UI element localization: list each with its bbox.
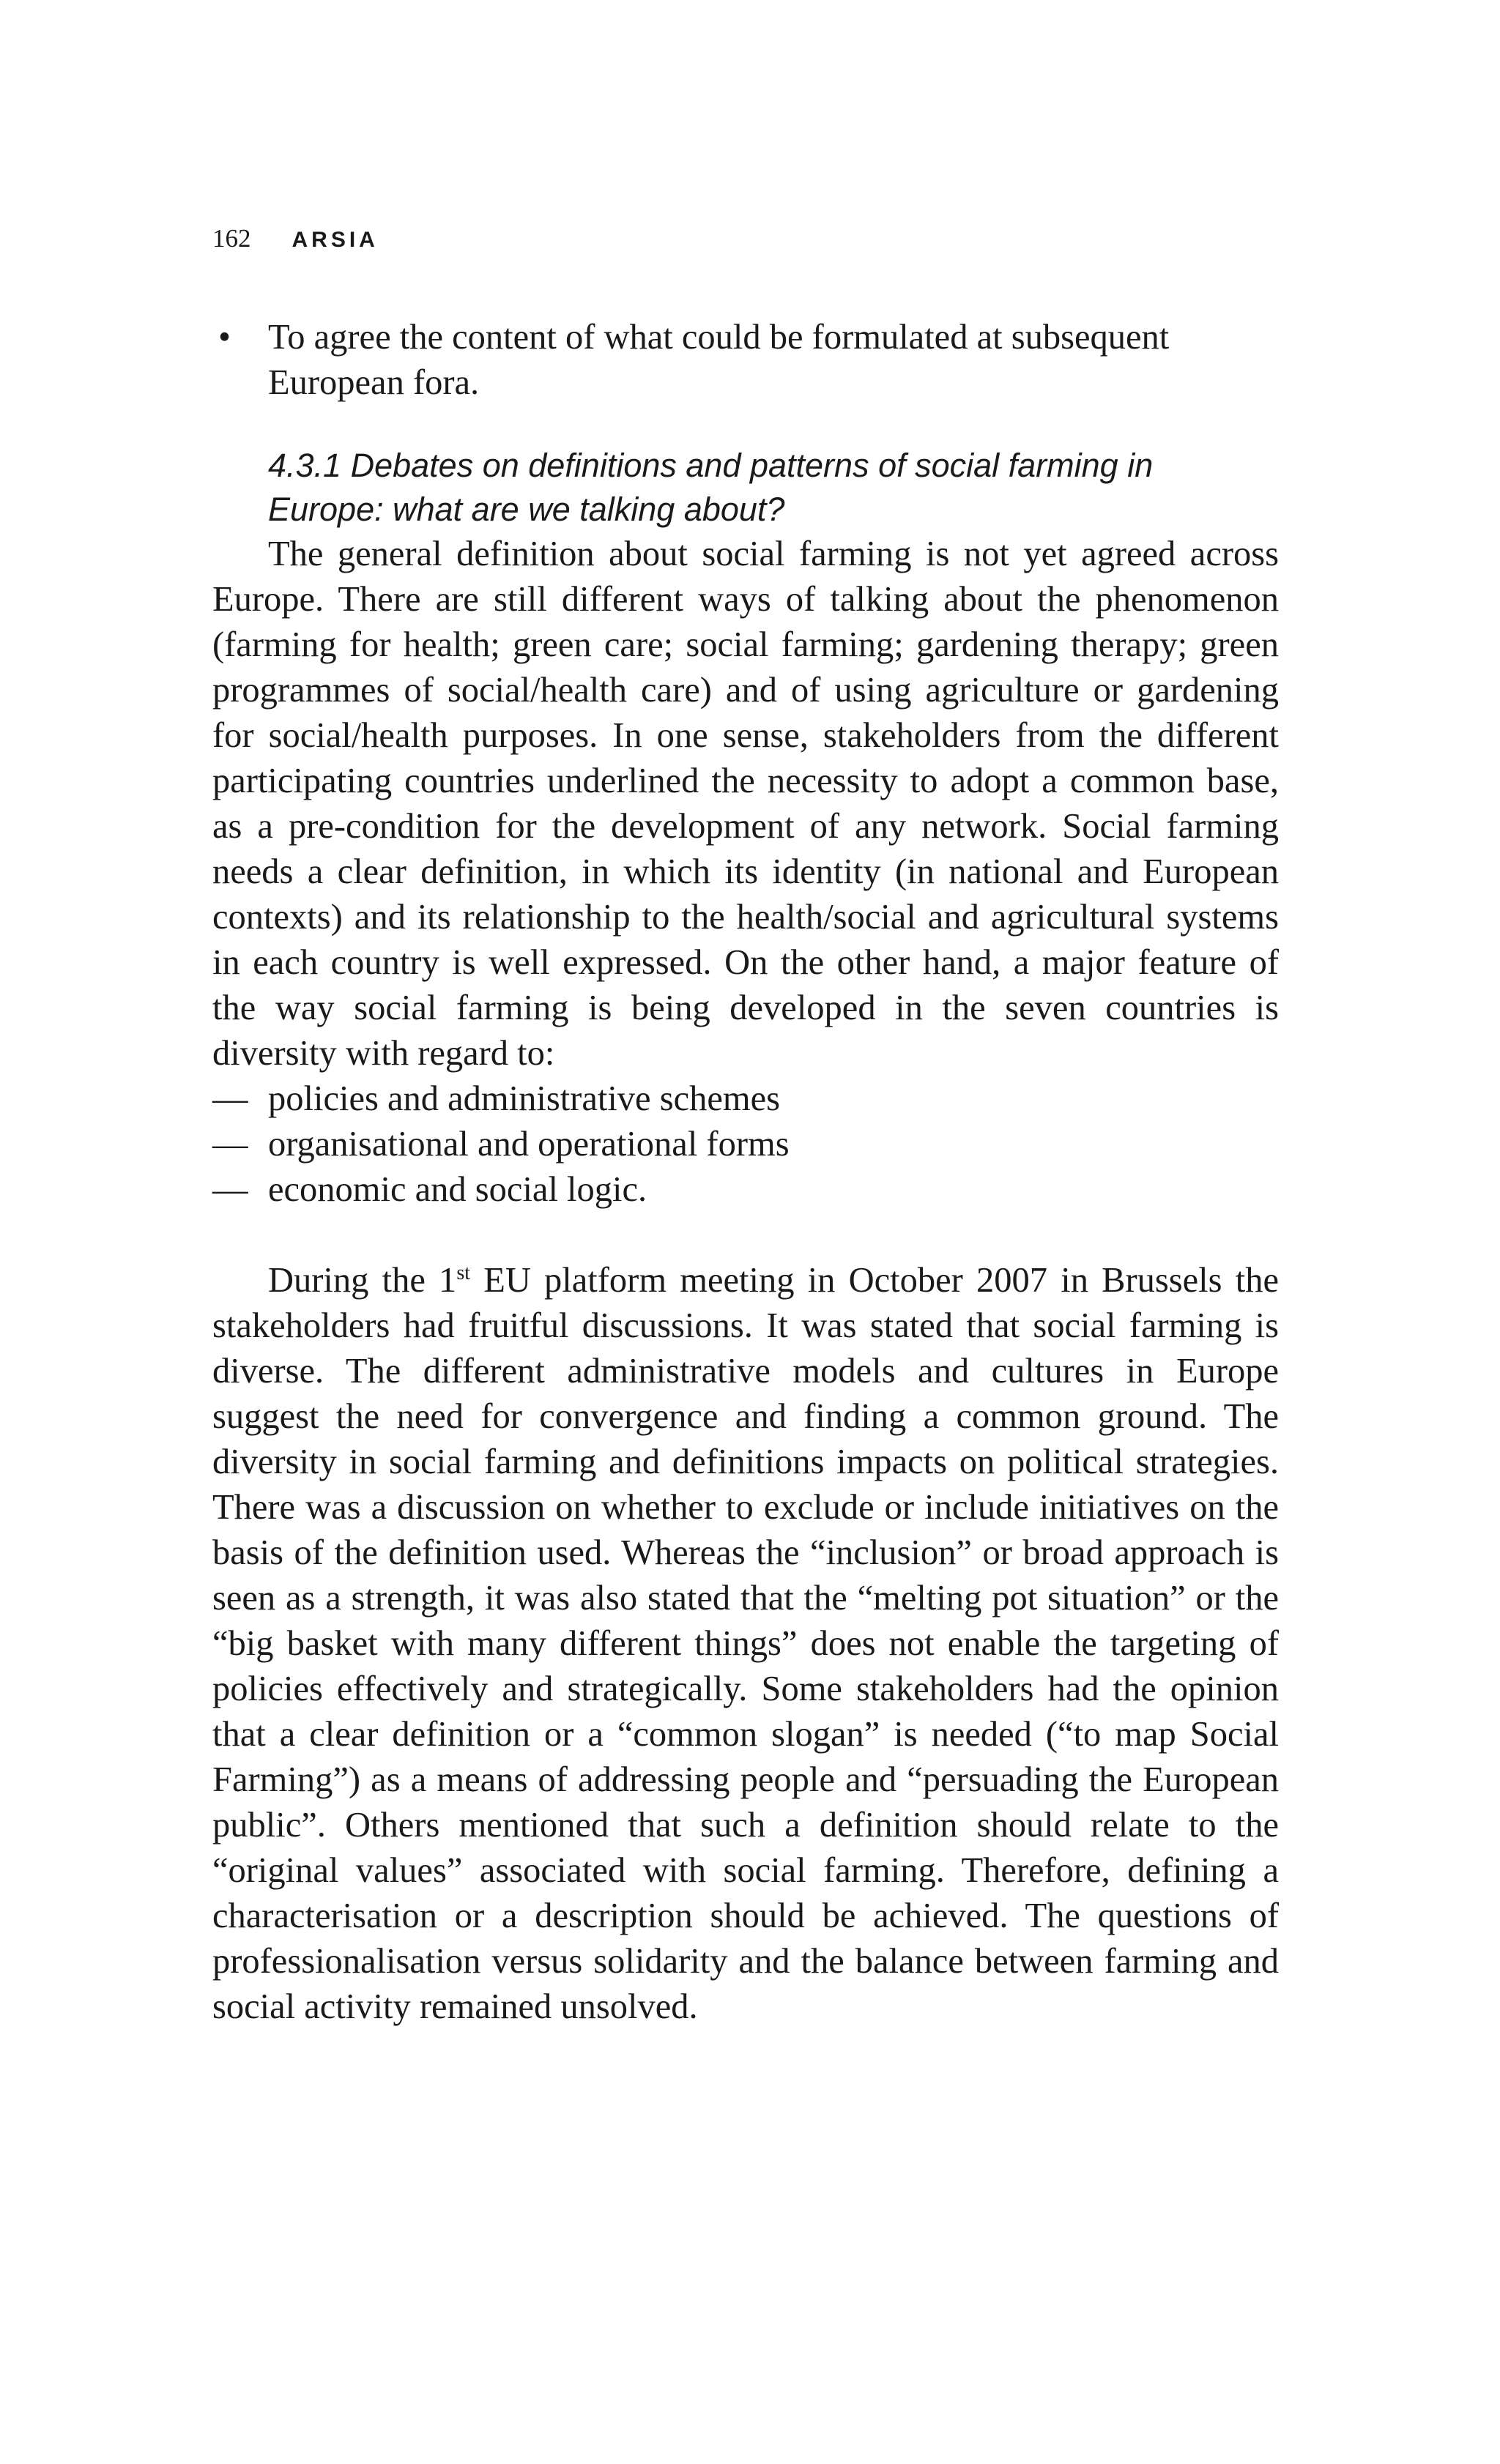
paragraph-platform-meeting: [212, 1258, 1279, 2030]
paragraph-rest: EU platform meeting in October 2007 in Brussels the stakeholders had fruitful discussions. It was stated that social farming is diverse. The different administrative models and cultures in Europe suggest the need for convergence and finding a common ground. The diversity in social farming and definitions impacts on political strategies. There was a discussion on whether to exclude or include initiatives on the basis of the definition used. Whereas the “inclusion” or broad approach is seen as a strength, it was also stated that the “melting pot situation” or the “big basket with many different things” does not enable the targeting of policies effectively and strategically. Some stakeholders had the opinion that a clear definition or a “common slogan” is needed (“to map Social Farming”) as a means of addressing people and “persuading the European public”. Others mentioned that such a definition should relate to the “original values” associated with social farming. Therefore, defining a characterisation or a description should be achieved. The questions of professionalisation versus solidarity and the balance between farming and social activity remained unsolved.: [212, 1261, 1279, 2026]
bullet-glyph: •: [218, 318, 231, 357]
dash-glyph: —: [212, 1079, 248, 1118]
section-heading: 4.3.1 Debates on definitions and patterns of social farming in Europe: what are we talking about?: [268, 447, 1154, 528]
list-item: [212, 1167, 1279, 1213]
list-item-text: policies and administrative schemes: [268, 1079, 781, 1118]
diversity-list: [212, 1076, 1279, 1213]
bullet-text: To agree the content of what could be formulated at subsequent European fora.: [268, 318, 1170, 402]
paragraph-definitions: The general definition about social farming is not yet agreed across Europe. There are still different ways of talking about the phenomenon (farming for health; green care; social farming; gardening therapy; green programmes of social/health care) and of using agriculture or gardening for social/health purposes. In one sense, stakeholders from the different participating countries underlined the necessity to adopt a common base, as a pre-condition for the development of any network. Social farming needs a clear definition, in which its identity (in national and European contexts) and its relationship to the health/social and agricultural systems in each country is well expressed. On the other hand, a major feature of the way social farming is being developed in the seven countries is diversity with regard to:: [212, 535, 1279, 1073]
paragraph-lead: During the 1: [268, 1261, 457, 1300]
list-item-text: organisational and operational forms: [268, 1125, 790, 1164]
list-item: [212, 1122, 1279, 1167]
ordinal-superscript: st: [456, 1261, 470, 1284]
list-item-text: economic and social logic.: [268, 1170, 647, 1209]
dash-glyph: —: [212, 1170, 248, 1209]
list-item: [212, 1076, 1279, 1122]
dash-glyph: —: [212, 1125, 248, 1164]
page-number: 162: [212, 224, 251, 253]
journal-name: ARSIA: [292, 228, 379, 252]
bullet-item: [212, 315, 1279, 406]
body-text: [212, 315, 1279, 2030]
running-head: [212, 224, 379, 255]
